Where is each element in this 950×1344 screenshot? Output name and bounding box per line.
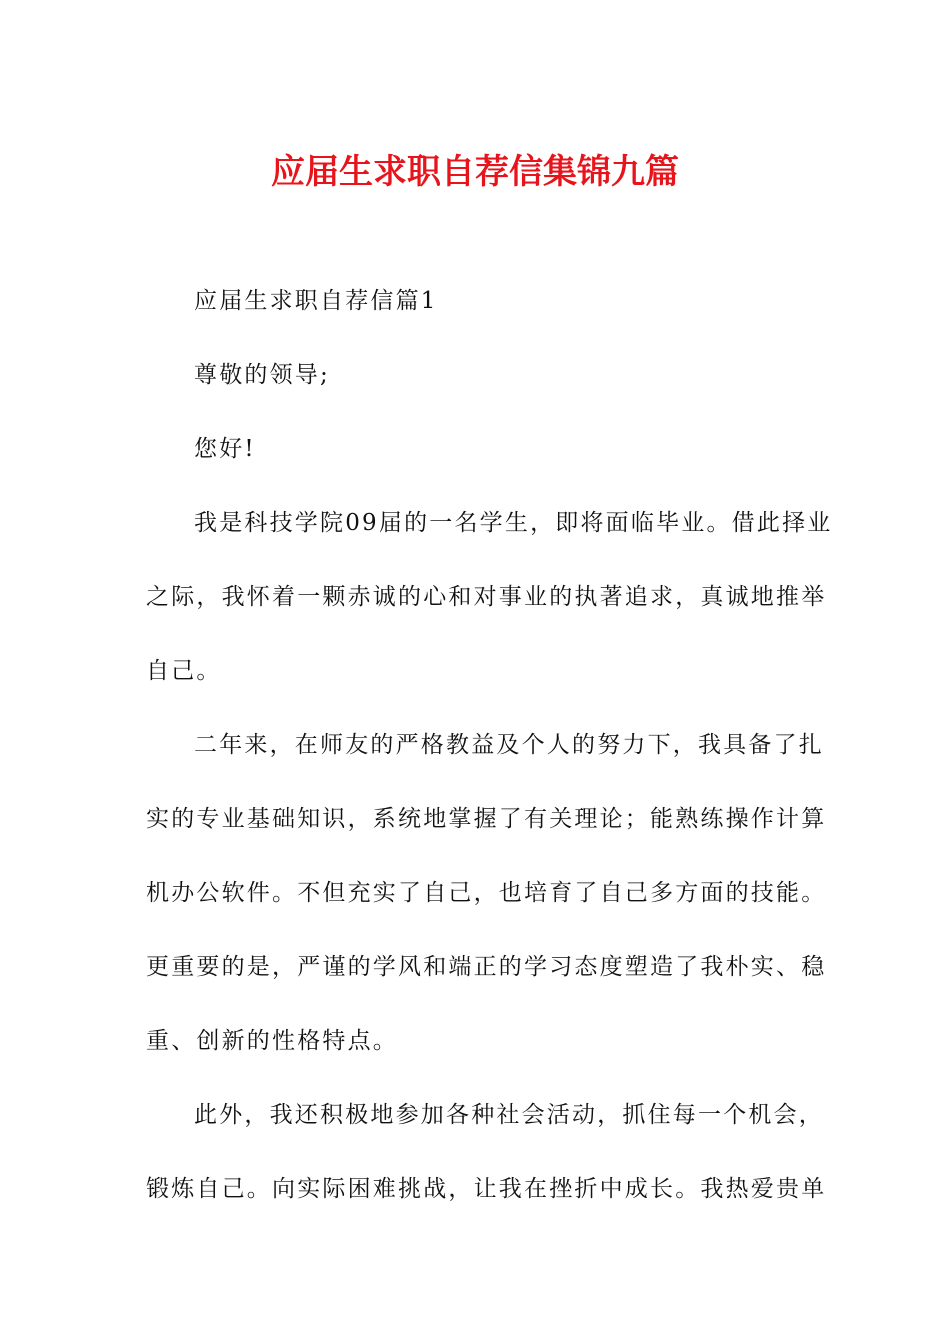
body-line: 自己。 [146,658,222,684]
body-line: 应届生求职自荐信篇1 [194,288,438,314]
body-line: 此外，我还积极地参加各种社会活动，抓住每一个机会， [194,1102,824,1128]
body-line: 我是科技学院09届的一名学生，即将面临毕业。借此择业 [194,510,833,536]
body-line: 机办公软件。不但充实了自己，也培育了自己多方面的技能。 [146,880,827,906]
document-body [146,276,833,1238]
document-title: 应届生求职自荐信集锦九篇 [271,152,679,192]
body-line: 您好! [194,436,256,462]
body-line: 之际，我怀着一颗赤诚的心和对事业的执著追求，真诚地推举 [146,584,827,610]
body-line: 实的专业基础知识，系统地掌握了有关理论；能熟练操作计算 [146,806,827,832]
body-line: 锻炼自己。向实际困难挑战，让我在挫折中成长。我热爱贵单 [146,1176,827,1202]
body-line: 更重要的是，严谨的学风和端正的学习态度塑造了我朴实、稳 [146,954,827,980]
body-line: 重、创新的性格特点。 [146,1028,398,1054]
body-line: 尊敬的领导; [194,362,330,388]
body-line: 二年来，在师友的严格教益及个人的努力下，我具备了扎 [194,732,824,758]
